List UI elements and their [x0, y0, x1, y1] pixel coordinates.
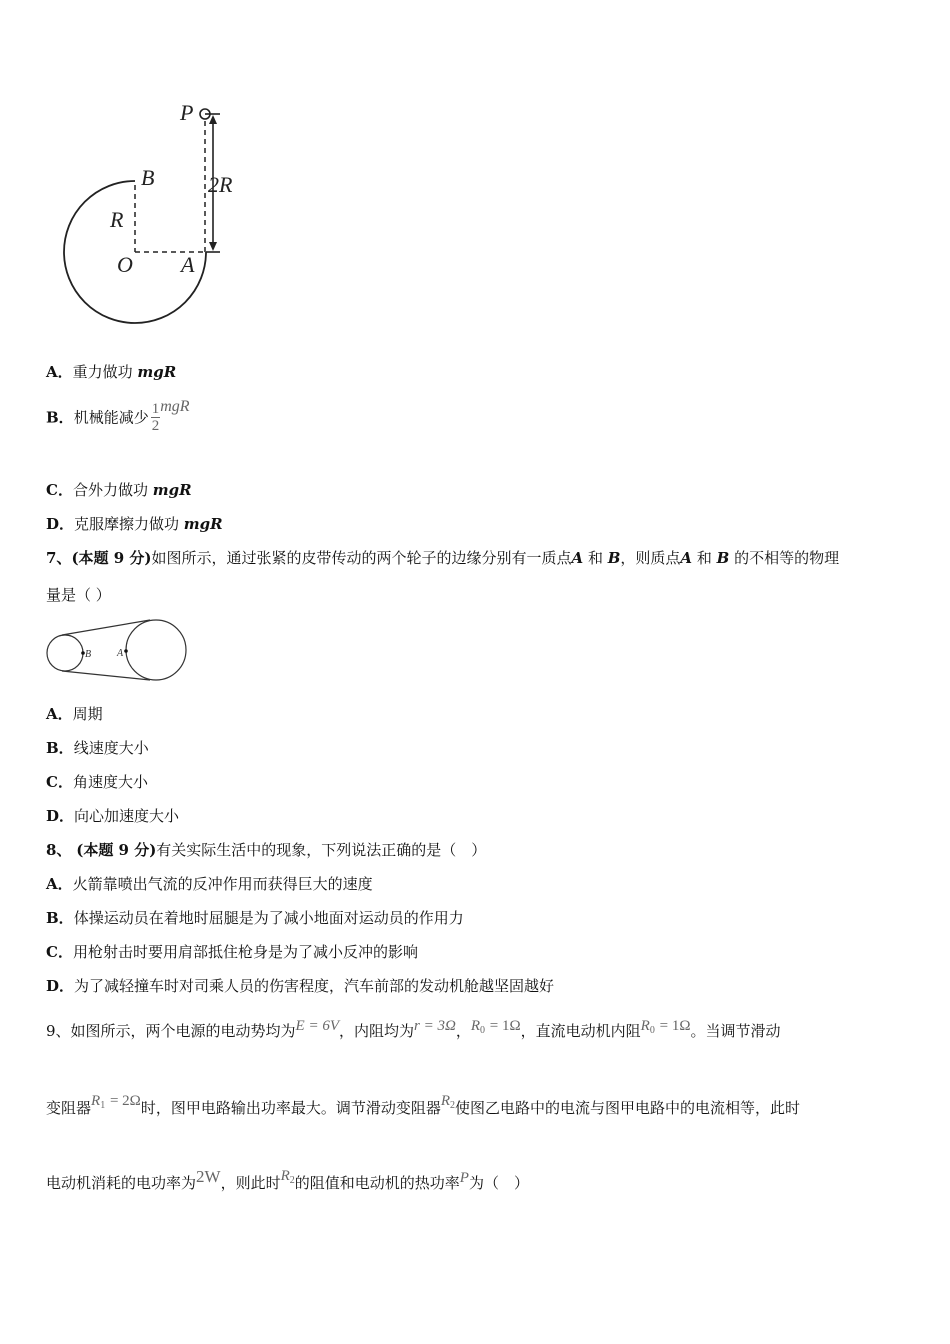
q7-stem-text-3: 的不相等的物理 — [729, 549, 840, 567]
q7-stem-text-1: 如图所示，通过张紧的皮带传动的两个轮子的边缘分别有一质点 — [151, 549, 572, 567]
q7-point-a-2: A — [680, 549, 693, 567]
q9-r1-symbol: R — [91, 1093, 101, 1109]
q7-and-1: 和 — [583, 549, 608, 567]
belt-pulley-figure — [42, 616, 192, 684]
option-text: 体操运动员在着地时屈腿是为了减小地面对运动员的作用力 — [73, 909, 464, 927]
option-text: 克服摩擦力做功 — [74, 515, 184, 533]
option-text: 角速度大小 — [72, 773, 148, 791]
option-text: 周期 — [72, 705, 103, 723]
q9-r0p-value: = 1Ω — [659, 1018, 691, 1034]
q7-number: 7、 — [46, 549, 72, 567]
option-text: 重力做功 — [72, 363, 138, 381]
option-letter: C． — [46, 481, 73, 499]
q9-r0p-subscript: 0 — [649, 1025, 655, 1036]
fig-label-a: A — [117, 648, 124, 659]
fraction-half — [151, 401, 161, 434]
q9-text-1a: 9、如图所示，两个电源的电动势均为 — [46, 1022, 296, 1040]
option-letter: D． — [46, 807, 75, 825]
q8-number: 8、 — [46, 841, 72, 859]
q9-text-1d: 。当调节滑动 — [690, 1022, 781, 1040]
q9-power-value: 2W — [196, 1167, 221, 1186]
fig-label-b: B — [85, 649, 92, 660]
q7-point-b: B — [607, 549, 621, 567]
q7-tag: (本题 9 分) — [71, 549, 152, 567]
q9-r0-subscript: 0 — [480, 1025, 486, 1036]
q9-text-3d: 为（ ） — [468, 1174, 529, 1192]
label-o: O — [117, 252, 133, 277]
q9-r2b-symbol: R — [280, 1168, 290, 1184]
q7-and-2: 和 — [692, 549, 717, 567]
q9-text-1c: ，直流电动机内阻 — [520, 1022, 641, 1040]
q8-stem-text: 有关实际生活中的现象，下列说法正确的是（ ） — [156, 841, 487, 859]
label-r: R — [110, 207, 124, 232]
q7-stem-text-4: 量是（ ） — [46, 586, 111, 604]
q7-option-c[interactable] — [46, 771, 148, 792]
q9-text-2b: 时，图甲电路输出功率最大。调节滑动变阻器 — [140, 1099, 441, 1117]
option-math: mgR — [152, 481, 192, 499]
option-text: 机械能减少 — [73, 408, 149, 427]
q9-line3 — [46, 1166, 529, 1193]
q8-tag: (本题 9 分) — [76, 841, 157, 859]
q9-p-symbol: P — [459, 1170, 469, 1186]
q9-emf-eq: E = 6V — [295, 1018, 339, 1034]
small-wheel — [47, 635, 83, 671]
q9-r0-value: = 1Ω — [489, 1018, 521, 1034]
option-letter: B． — [46, 408, 74, 427]
q8-stem — [46, 839, 486, 860]
q9-sep: ， — [455, 1022, 471, 1040]
frac-numerator: 1 — [151, 400, 160, 417]
option-letter: A． — [46, 363, 73, 381]
q9-text-2c: 使图乙电路中的电流与图甲电路中的电流相等，此时 — [455, 1099, 801, 1117]
option-letter: B． — [46, 909, 74, 927]
q9-r2-b — [281, 1166, 295, 1184]
option-math: mgR — [160, 398, 190, 415]
q6-option-b[interactable] — [46, 398, 190, 434]
q9-r0-eq — [471, 1016, 521, 1034]
q7-point-a: A — [571, 549, 584, 567]
q8-option-c[interactable] — [46, 941, 418, 962]
q9-r0-prime-eq — [641, 1016, 691, 1034]
option-math: mgR — [137, 363, 177, 381]
q7-option-a[interactable] — [46, 703, 103, 724]
q9-r-eq: r = 3Ω — [414, 1018, 456, 1034]
label-2r: 2R — [208, 172, 233, 197]
option-letter: B． — [46, 739, 74, 757]
q9-r2-symbol: R — [440, 1093, 451, 1109]
option-letter: C． — [46, 773, 73, 791]
option-text: 向心加速度大小 — [74, 807, 180, 825]
q9-text-3b: ，则此时 — [220, 1174, 281, 1192]
option-text: 火箭靠喷出气流的反冲作用而获得巨大的速度 — [72, 875, 373, 893]
q7-point-b-2: B — [716, 549, 730, 567]
q9-r1-value: = 2Ω — [109, 1093, 141, 1109]
arrow-down-head — [209, 242, 217, 251]
q9-text-3c: 的阻值和电动机的热功率 — [294, 1174, 460, 1192]
q9-text-3a: 电动机消耗的电功率为 — [46, 1174, 197, 1192]
q7-option-b[interactable] — [46, 737, 149, 758]
q9-r0-symbol: R — [470, 1018, 481, 1034]
circular-track-figure — [55, 95, 255, 330]
frac-denominator: 2 — [151, 417, 160, 434]
option-letter: A． — [46, 705, 73, 723]
large-wheel — [126, 620, 186, 680]
option-math: mgR — [183, 515, 223, 533]
label-p: P — [180, 100, 194, 125]
option-text: 为了减轻撞车时对司乘人员的伤害程度，汽车前部的发动机舱越坚固越好 — [74, 977, 555, 995]
q9-r0p-symbol: R — [640, 1018, 650, 1034]
label-b: B — [141, 165, 155, 190]
q9-line2 — [46, 1091, 800, 1118]
label-a: A — [181, 252, 195, 277]
option-letter: A． — [46, 875, 73, 893]
option-text: 合外力做功 — [72, 481, 153, 499]
q8-option-b[interactable] — [46, 907, 464, 928]
q9-text-1b: ，内阻均为 — [339, 1022, 415, 1040]
q7-option-d[interactable] — [46, 805, 179, 826]
point-a-dot — [124, 649, 128, 653]
q8-option-a[interactable] — [46, 873, 373, 894]
q8-option-d[interactable] — [46, 975, 554, 996]
q9-r1-subscript: 1 — [100, 1100, 106, 1111]
q9-text-2a: 变阻器 — [46, 1099, 92, 1117]
q9-r2-subscript: 2 — [450, 1100, 456, 1111]
option-letter: D． — [46, 515, 75, 533]
q7-stem-text-2: ，则质点 — [620, 549, 681, 567]
option-text: 线速度大小 — [73, 739, 149, 757]
q6-option-d[interactable] — [46, 513, 223, 534]
q9-r2 — [441, 1091, 455, 1109]
q9-r1-eq — [91, 1091, 141, 1109]
option-text: 用枪射击时要用肩部抵住枪身是为了减小反冲的影响 — [72, 943, 418, 961]
q7-stem-line2 — [46, 584, 111, 605]
option-letter: C． — [46, 943, 73, 961]
option-letter: D． — [46, 977, 75, 995]
q6-option-a[interactable] — [46, 361, 176, 382]
q6-option-c[interactable] — [46, 479, 192, 500]
q9-line1 — [46, 1016, 781, 1041]
q9-r2b-subscript: 2 — [289, 1175, 295, 1186]
q7-stem-line1 — [46, 547, 839, 568]
